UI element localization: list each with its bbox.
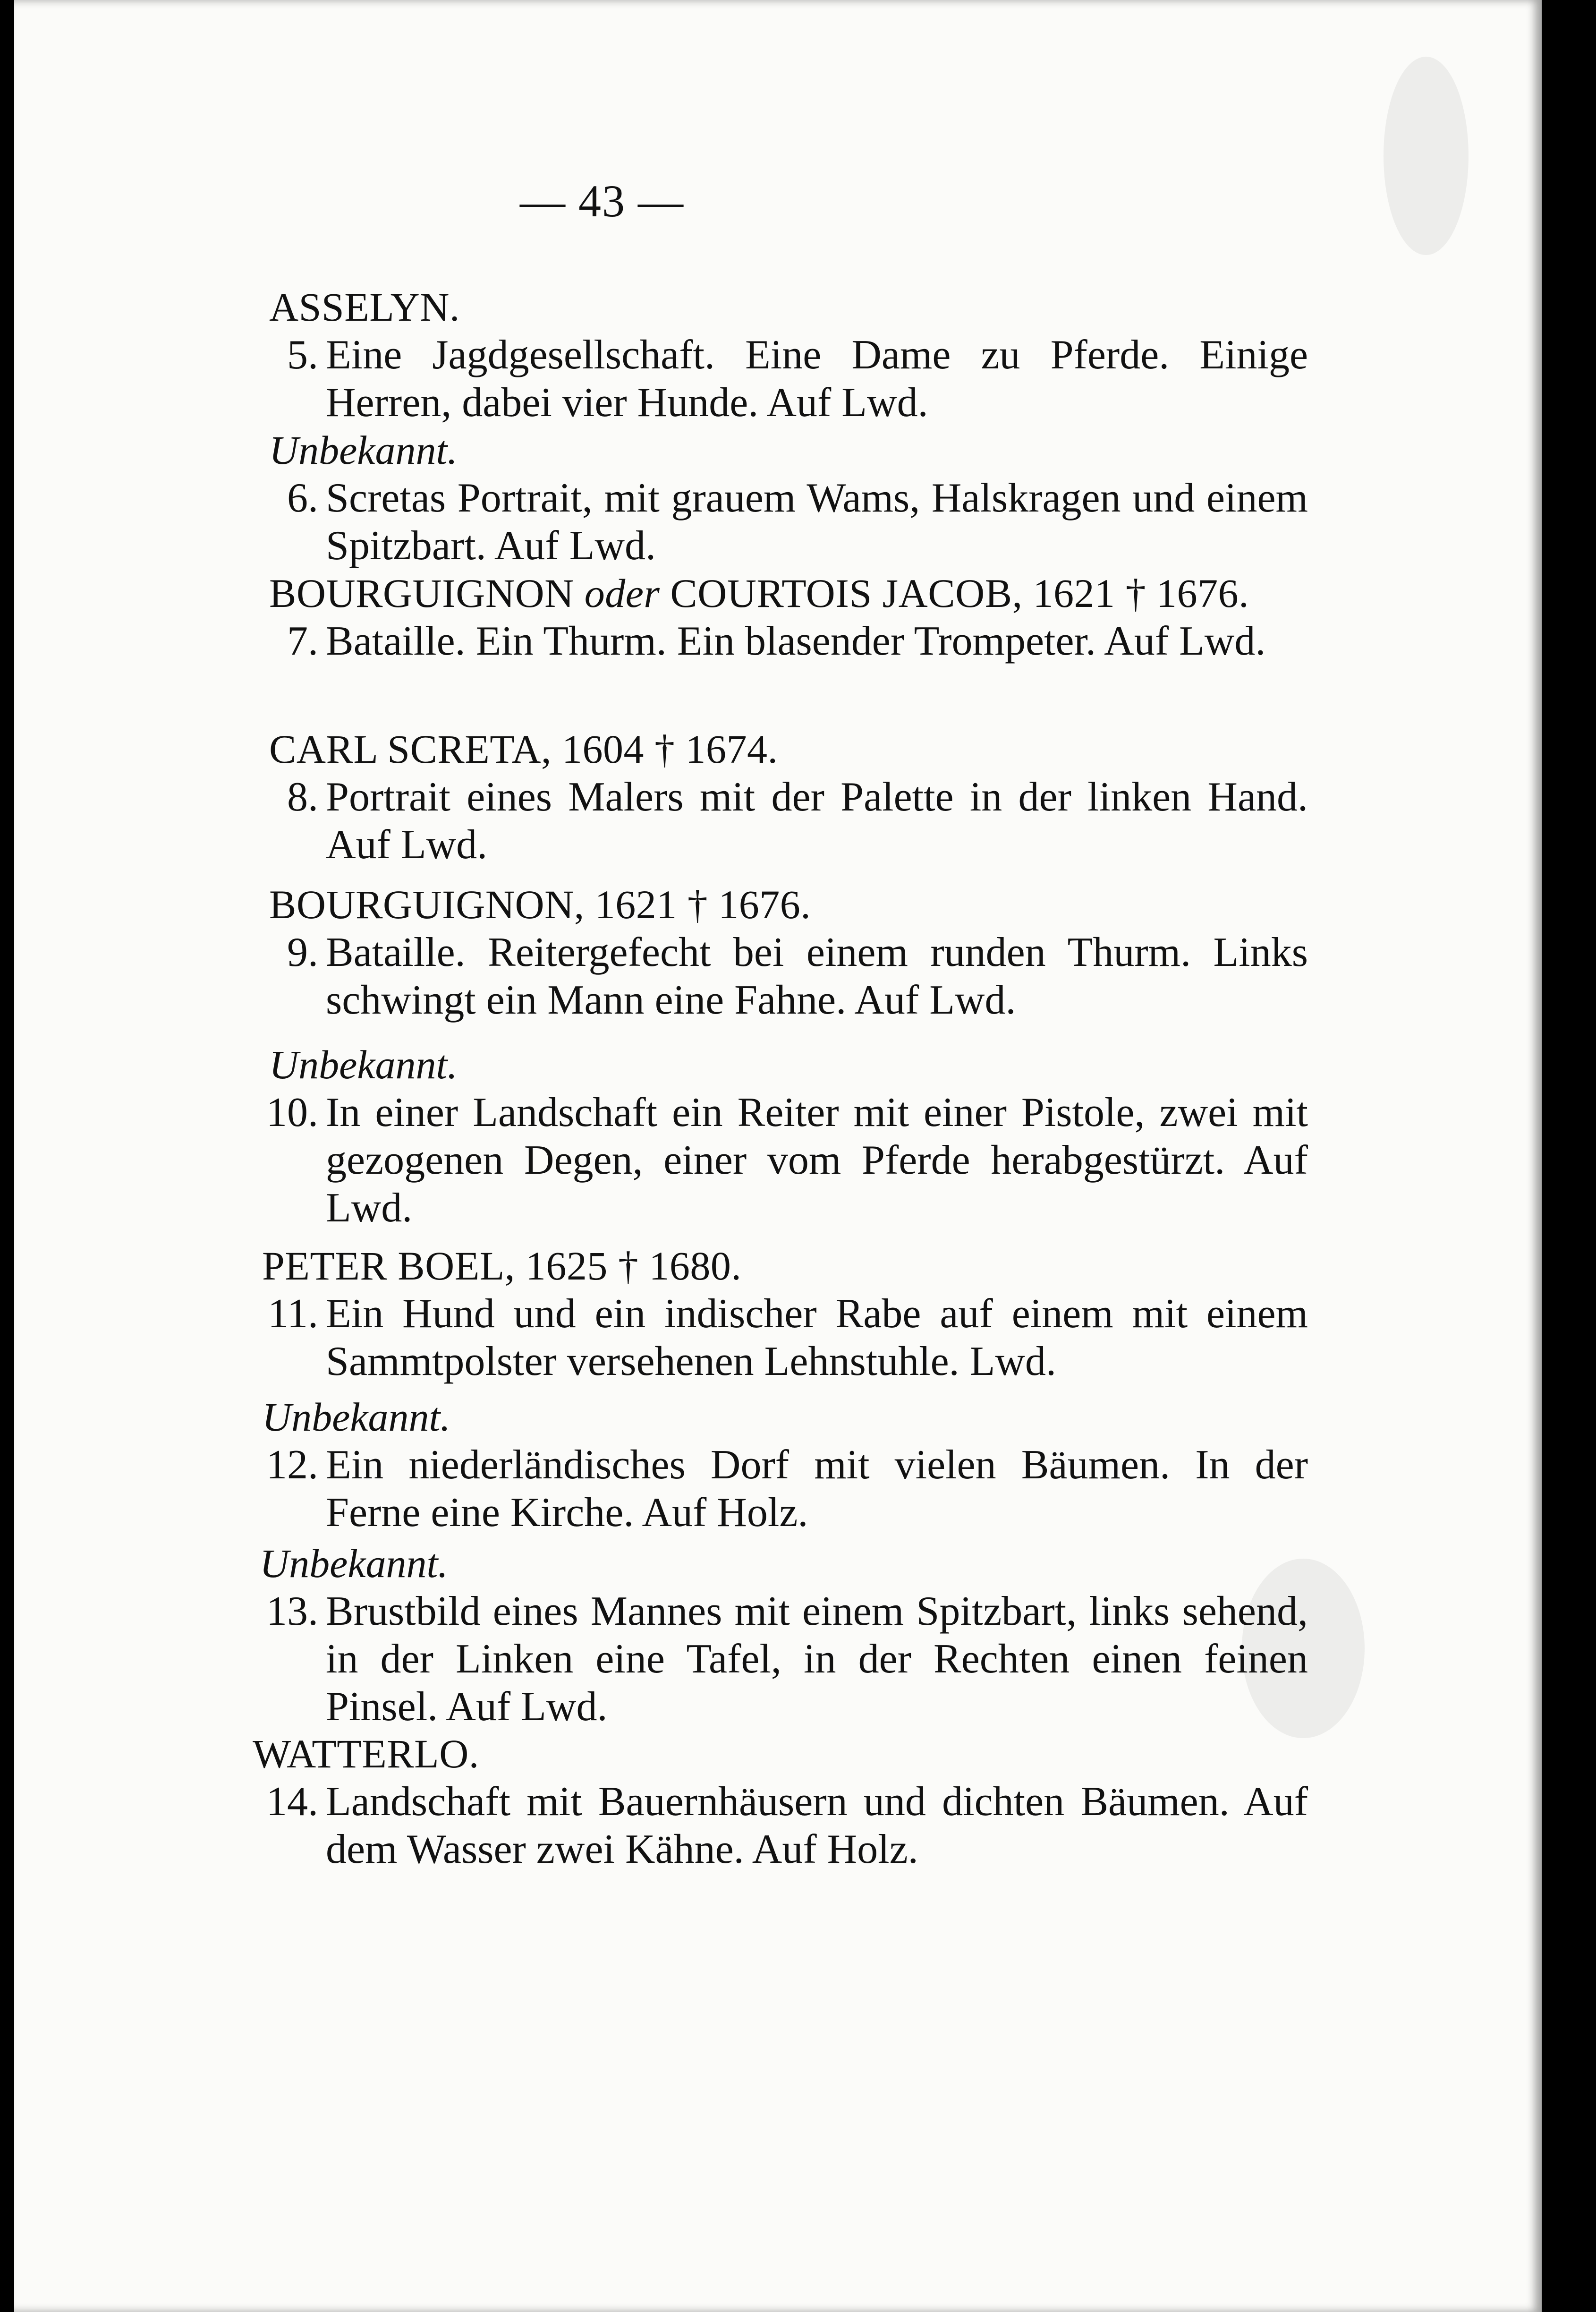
- catalogue-entry: [236, 929, 1308, 1024]
- entry-text: Bataille. Ein Thurm. Ein blasender Trompeter. Auf Lwd.: [326, 618, 1266, 664]
- catalogue-entry: [236, 1778, 1308, 1873]
- catalogue-entry: [236, 1290, 1308, 1385]
- entry-number: 14.: [266, 1779, 318, 1825]
- artist-heading: [269, 570, 1308, 617]
- unknown-artist-heading: Unbekannt.: [269, 427, 458, 473]
- entry-text: Landschaft mit Bauernhäusern und dichten Bäumen. Auf dem Wasser zwei Kähne. Auf Holz.: [326, 1779, 1308, 1872]
- catalogue-entry: [236, 617, 1308, 665]
- catalogue-section: [253, 1730, 1308, 1778]
- entry-number: 12.: [266, 1442, 318, 1488]
- entry-text: Scretas Portrait, mit grauem Wams, Halskragen und einem Spitzbart. Auf Lwd.: [326, 475, 1308, 569]
- entry-text: Ein niederländisches Dorf mit vielen Bäumen. In der Ferne eine Kirche. Auf Holz.: [326, 1442, 1308, 1536]
- unknown-artist-heading: Unbekannt.: [260, 1541, 448, 1586]
- artist-name: BOURGUIGNON: [269, 571, 585, 616]
- catalogue-entry: [236, 1441, 1308, 1536]
- entry-number: 7.: [287, 618, 318, 664]
- artist-heading: CARL SCRETA, 1604 † 1674.: [269, 726, 778, 772]
- entry-number: 5.: [287, 332, 318, 378]
- artist-alias: COURTOIS JACOB, 1621 † 1676.: [660, 571, 1249, 616]
- unknown-artist-heading: Unbekannt.: [262, 1394, 450, 1440]
- catalogue-section: [269, 427, 1308, 474]
- artist-heading: ASSELYN.: [269, 284, 460, 330]
- artist-alias-connector: oder: [584, 571, 660, 616]
- catalogue-section: [269, 725, 1308, 773]
- catalogue-section: [260, 1540, 1308, 1587]
- page-number: — 43 —: [520, 176, 684, 226]
- entry-text: Ein Hund und ein indischer Rabe auf einem mit einem Sammtpolster versehenen Lehnstuhle. Lwd.: [326, 1291, 1308, 1384]
- catalogue-entry: [236, 474, 1308, 570]
- catalogue-section: [262, 1242, 1308, 1290]
- artist-heading: BOURGUIGNON, 1621 † 1676.: [269, 882, 811, 927]
- catalogue-entry: [236, 331, 1308, 427]
- catalogue-section: [262, 1393, 1308, 1441]
- catalogue-entry: [236, 773, 1308, 869]
- entry-text: Eine Jagdgesellschaft. Eine Dame zu Pferde. Einige Herren, dabei vier Hunde. Auf Lwd.: [326, 332, 1308, 426]
- catalogue-section: [269, 283, 1308, 331]
- entry-number: 8.: [287, 774, 318, 820]
- entry-text: In einer Landschaft ein Reiter mit einer Pistole, zwei mit gezogenen Degen, einer vom Pferde herabgestürzt. Auf Lwd.: [326, 1090, 1308, 1231]
- catalogue-section: [269, 881, 1308, 929]
- entry-number: 10.: [266, 1090, 318, 1135]
- book-page: [14, 0, 1542, 2312]
- entry-number: 11.: [268, 1291, 318, 1337]
- catalogue-section: [269, 570, 1308, 617]
- entry-number: 13.: [266, 1588, 318, 1634]
- artist-heading: WATTERLO.: [253, 1731, 479, 1776]
- entry-text: Brustbild eines Mannes mit einem Spitzbart, links sehend, in der Linken eine Tafel, in der Rechten einen feinen Pinsel. Auf Lwd.: [326, 1588, 1308, 1730]
- entry-text: Portrait eines Malers mit der Palette in der linken Hand. Auf Lwd.: [326, 774, 1308, 868]
- paper-stain: [1384, 57, 1469, 255]
- entry-number: 9.: [287, 930, 318, 975]
- artist-heading: PETER BOEL, 1625 † 1680.: [262, 1243, 742, 1288]
- entry-text: Bataille. Reitergefecht bei einem runden Thurm. Links schwingt ein Mann eine Fahne. Auf Lwd.: [326, 930, 1308, 1023]
- unknown-artist-heading: Unbekannt.: [269, 1042, 458, 1087]
- catalogue-section: [269, 1041, 1308, 1089]
- entry-number: 6.: [287, 475, 318, 521]
- catalogue-entry: [236, 1089, 1308, 1232]
- catalogue-entry: [236, 1587, 1308, 1731]
